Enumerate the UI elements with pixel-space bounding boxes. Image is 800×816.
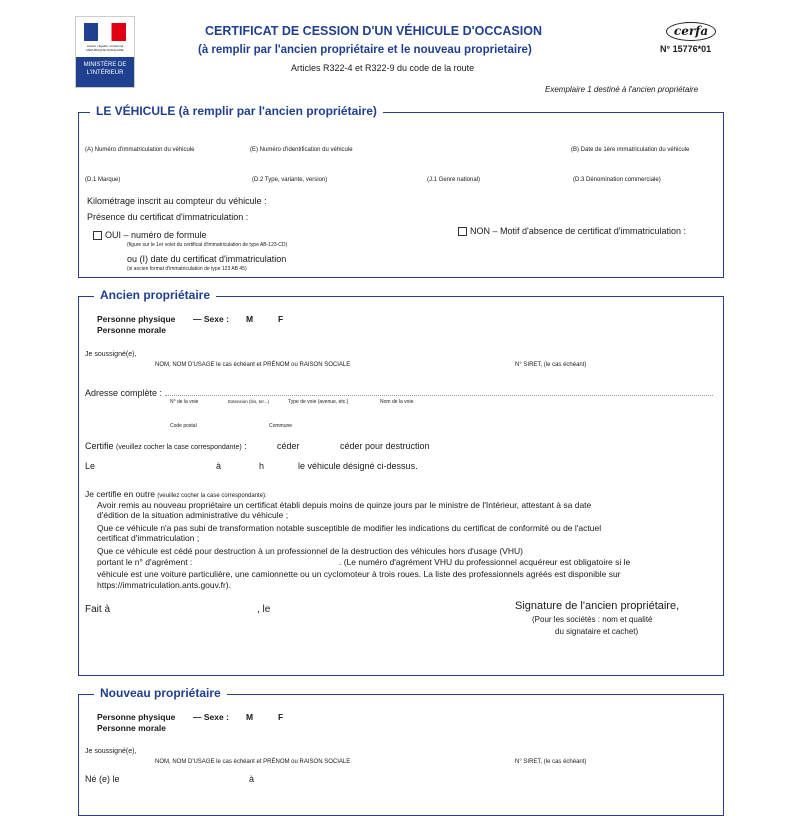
voie-no: N° de la voie (170, 399, 199, 405)
certifie-outre-note: (veuillez cocher la case correspondante): (157, 493, 267, 499)
ne-le-label: Né (e) le (85, 774, 120, 784)
signature-note-1: (Pour les sociétés : nom et qualité (532, 615, 653, 624)
ancien-soussigne: Je soussigné(e), (85, 351, 137, 358)
flag-icon (84, 23, 126, 41)
nouveau-siret-field[interactable]: N° SIRET, (le cas échéant) (515, 759, 587, 765)
oui-note: (figure sur le 1er volet du certificat d'immatriculation de type AB-123-CD) (127, 242, 288, 248)
kilometrage-label: Kilométrage inscrit au compteur du véhicule : (87, 196, 267, 206)
certifie-row: Certifie (veuillez cocher la case correspondante) : (85, 441, 247, 451)
ancien-sexe-m[interactable]: M (246, 314, 254, 324)
exemplaire: Exemplaire 1 destiné à l'ancien propriétaire (545, 85, 699, 94)
field-d3[interactable]: (D.3 Dénomination commerciale) (573, 177, 661, 183)
nouveau-nom-field[interactable]: NOM, NOM D'USAGE le cas échéant et PRÉNOM ou RAISON SOCIALE (155, 759, 351, 765)
field-b[interactable]: (B) Date de 1ère immatriculation du véhicule (571, 147, 690, 153)
nom-voie: Nom de la voie (380, 399, 414, 405)
nouveau-morale-label[interactable]: Personne morale (97, 723, 166, 733)
extension: Extension (bis, ter...) (228, 399, 270, 404)
ou-note: (si ancien format d'immatriculation de type 123 AB 45) (127, 266, 247, 272)
commune: Commune (269, 423, 293, 429)
ancien-physique-label: Personne physique (97, 314, 176, 324)
logo-small-text: Liberté • Égalité • Fraternité RÉPUBLIQUE FRANÇAISE (86, 44, 124, 52)
code-postal: Code postal (170, 423, 197, 429)
paragraph-3b: portant le n° d'agrément : (97, 557, 193, 567)
ancien-adresse-label: Adresse complète : (85, 388, 163, 398)
paragraph-2b: certificat d'immatriculation ; (97, 533, 200, 543)
ancien-sexe-label: — Sexe : (193, 314, 229, 324)
nouveau-physique-label: Personne physique (97, 712, 176, 722)
nouveau-legend: Nouveau propriétaire (94, 686, 227, 700)
field-e[interactable]: (E) Numéro d'identification du véhicule (250, 147, 353, 153)
paragraph-3e: https://immatriculation.ants.gouv.fr). (97, 580, 232, 590)
oui-option[interactable] (90, 230, 207, 240)
oui-checkbox[interactable] (93, 231, 102, 240)
logo-ministry-text: MINISTÈRE DE L'INTÉRIEUR (83, 62, 127, 76)
ou-label: ou (I) date du certificat d'immatriculation (127, 254, 287, 264)
field-d1[interactable]: (D.1 Marque) (85, 177, 121, 183)
cerfa-logo: cerfa (666, 22, 716, 41)
ancien-morale-label[interactable]: Personne morale (97, 325, 166, 335)
non-checkbox[interactable] (458, 227, 467, 236)
type-voie: Type de voie (avenue, etc.) (288, 399, 349, 405)
fait-label: Fait à (85, 604, 111, 615)
h-label: h (259, 461, 265, 471)
presence-label: Présence du certificat d'immatriculation : (87, 212, 249, 222)
ne-a-label: à (249, 774, 255, 784)
certifie-outre-label: Je certifie en outre (85, 489, 155, 499)
certifie-outre (85, 489, 267, 499)
designe-label: le véhicule désigné ci-dessus. (298, 461, 418, 471)
certifie-note: (veuillez cocher la case correspondante) (116, 444, 242, 451)
oui-label: OUI – numéro de formule (105, 230, 207, 240)
nouveau-sexe-label: — Sexe : (193, 712, 229, 722)
non-option[interactable] (455, 226, 686, 236)
certifie-label: Certifie (85, 441, 114, 451)
vehicule-legend: LE VÉHICULE (à remplir par l'ancien propriétaire) (90, 104, 383, 118)
paragraph-3d: véhicule est une voiture particulière, une camionnette ou un cyclomoteur à trois roues. La liste des professionnels agréés est disponible sur (97, 569, 621, 579)
le-label: Le (85, 461, 96, 471)
nouveau-sexe-f[interactable]: F (278, 712, 284, 722)
ancien-siret-field[interactable]: N° SIRET, (le cas échéant) (515, 362, 587, 368)
signature-label: Signature de l'ancien propriétaire, (515, 600, 680, 612)
page-title: CERTIFICAT DE CESSION D'UN VÉHICULE D'OCCASION (205, 24, 542, 38)
articles: Articles R322-4 et R322-9 du code de la route (291, 63, 475, 73)
ancien-nom-field[interactable]: NOM, NOM D'USAGE le cas échéant et PRÉNOM ou RAISON SOCIALE (155, 362, 351, 368)
ancien-sexe-f[interactable]: F (278, 314, 284, 324)
nouveau-soussigne: Je soussigné(e), (85, 748, 137, 755)
adresse-line[interactable] (165, 395, 713, 396)
paragraph-1b: d'édition de la situation administrative du véhicule ; (97, 510, 289, 520)
signature-note-2: du signataire et cachet) (555, 627, 639, 636)
field-d2[interactable]: (D.2 Type, variante, version) (252, 177, 328, 183)
field-j1[interactable]: (J.1 Genre national) (427, 177, 481, 183)
marianne-logo (75, 16, 135, 88)
ancien-legend: Ancien propriétaire (94, 288, 216, 302)
paragraph-3c: . (Le numéro d'agrément VHU du professionnel acquéreur est obligatoire si le (339, 557, 631, 567)
paragraph-3[interactable]: Que ce véhicule est cédé pour destruction à un professionnel de la destruction des véhicules hors d'usage (VHU) (97, 546, 523, 556)
a-label: à (216, 461, 222, 471)
cerfa-number: N° 15776*01 (660, 44, 712, 54)
field-a[interactable]: (A) Numéro d'immatriculation du véhicule (85, 147, 195, 153)
page-subtitle: (à remplir par l'ancien propriétaire et le nouveau proprietaire) (198, 44, 532, 56)
fait-le-label: , le (257, 604, 271, 615)
paragraph-1[interactable]: Avoir remis au nouveau propriétaire un certificat établi depuis moins de quinze jours par le ministre de l'Intérieur, attestant à sa date (97, 500, 592, 510)
ceder-option[interactable]: céder (277, 441, 300, 451)
nouveau-sexe-m[interactable]: M (246, 712, 254, 722)
non-label: NON – Motif d'absence de certificat d'immatriculation : (470, 226, 687, 236)
paragraph-2[interactable]: Que ce véhicule n'a pas subi de transformation notable susceptible de modifier les indications du certificat de conformité ou de l'actuel (97, 523, 602, 533)
ceder-destruction-option[interactable]: céder pour destruction (340, 441, 430, 451)
